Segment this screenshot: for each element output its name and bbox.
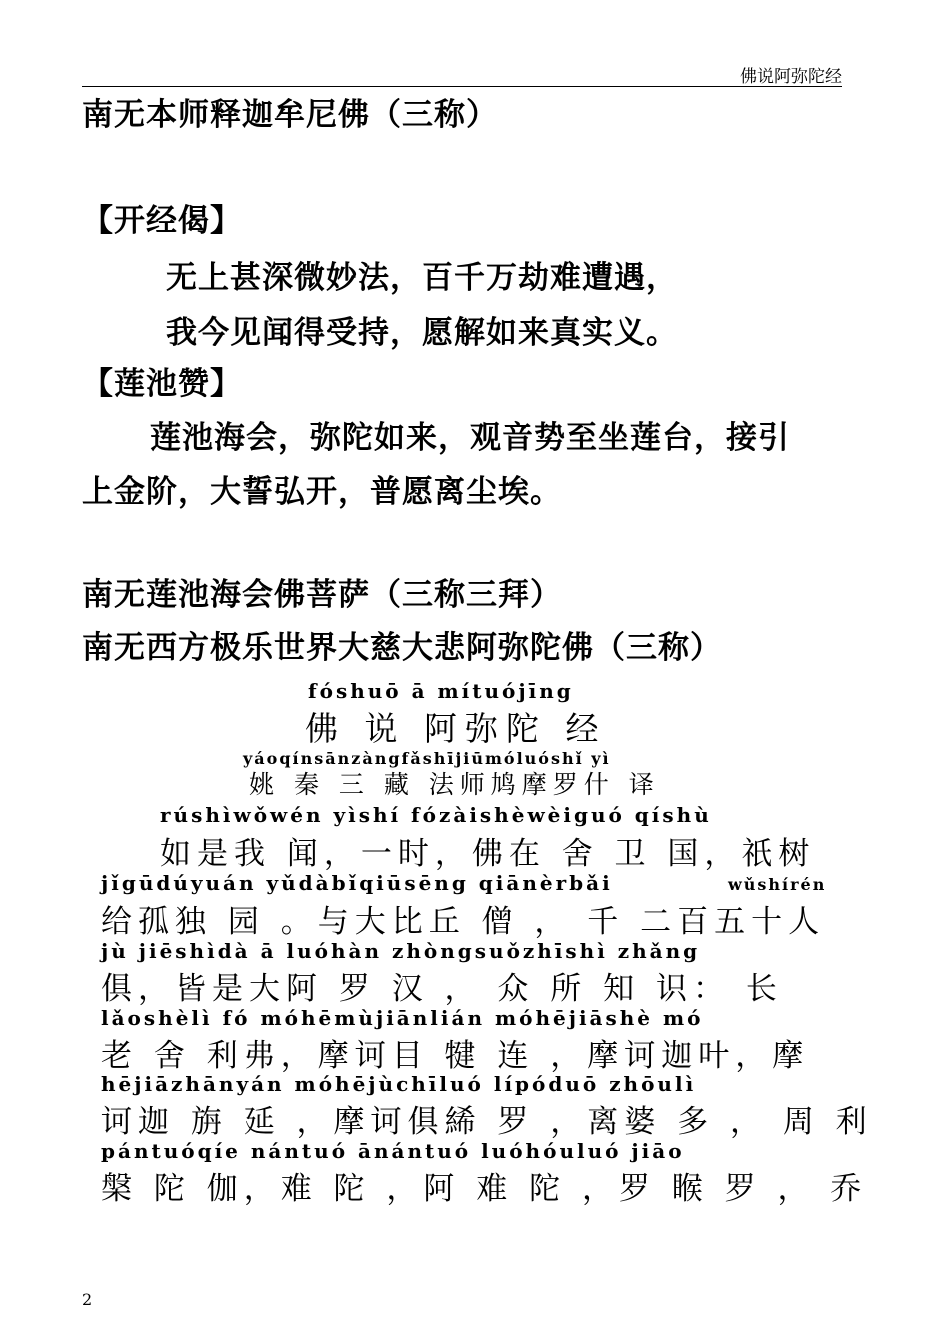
homage-shakyamuni: 南无本师释迦牟尼佛（三称） [82, 97, 498, 133]
opening-verse-line-2: 我今见闻得受持，愿解如来真实义。 [166, 315, 678, 351]
opening-verse-line-1: 无上甚深微妙法，百千万劫难遭遇， [166, 260, 678, 296]
sutra-text-line-4: 老 舍 利弗，摩诃目 犍 连 ，摩诃迦叶，摩 [101, 1038, 810, 1074]
sutra-pinyin-line-4: lǎoshèlì fó móhēmùjiānlián móhējiāshè mó [101, 1006, 704, 1030]
sutra-title: 佛 说 阿弥陀 经 [305, 709, 607, 748]
homage-amitabha: 南无西方极乐世界大慈大悲阿弥陀佛（三称） [82, 630, 722, 666]
lotus-praise-line-1: 莲池海会，弥陀如来，观音势至坐莲台，接引 [150, 420, 790, 456]
sutra-pinyin-line-5: hējiāzhānyán móhējùchīluó lípóduō zhōulì [101, 1072, 697, 1096]
page-header [82, 62, 842, 87]
page-number: 2 [82, 1290, 93, 1309]
translator-line: 姚 秦 三 藏 法师鸠摩罗什 译 [249, 770, 660, 799]
lotus-praise-line-2: 上金阶，大誓弘开，普愿离尘埃。 [82, 474, 562, 510]
sutra-text-line-2: 给孤独 园 。与大比丘 僧 ， 千 二百五十人 [101, 904, 826, 940]
header-title: 佛说阿弥陀经 [740, 67, 842, 87]
sutra-pinyin-line-2: jǐgūdúyuán yǔdàbǐqiūsēng qiānèrbǎi [101, 871, 613, 895]
section-title-opening-verse: 【开经偈】 [82, 203, 242, 239]
sutra-text-line-1: 如是我 闻，一时，佛在 舍 卫 国，祇树 [160, 836, 816, 872]
sutra-pinyin-line-2-end: wǔshírén [728, 875, 827, 894]
sutra-title-pinyin: fóshuō ā mítuójīng [308, 679, 574, 703]
sutra-pinyin-line-6: pántuóqíe nántuó ānántuó luóhóuluó jiāo [101, 1139, 685, 1163]
translator-pinyin: yáoqínsānzàngfǎshījiūmóluóshǐ yì [243, 749, 611, 768]
sutra-pinyin-line-1: rúshìwǒwén yìshí fózàishèwèiguó qíshù [160, 803, 712, 827]
section-title-lotus-praise: 【莲池赞】 [82, 366, 242, 402]
sutra-text-line-5: 诃迦 旃 延 ，摩诃俱絺 罗 ，离婆 多 ， 周 利 [101, 1104, 873, 1140]
homage-lotus-assembly: 南无莲池海会佛菩萨（三称三拜） [82, 577, 562, 613]
sutra-text-line-6: 槃 陀 伽，难 陀 ，阿 难 陀 ，罗 睺 罗 ， 乔 [101, 1171, 868, 1207]
sutra-pinyin-line-3: jù jiēshìdà ā luóhàn zhòngsuǒzhīshì zhǎng [101, 939, 701, 963]
sutra-text-line-3: 俱，皆是大阿 罗 汉 ， 众 所 知 识： 长 [101, 971, 783, 1007]
